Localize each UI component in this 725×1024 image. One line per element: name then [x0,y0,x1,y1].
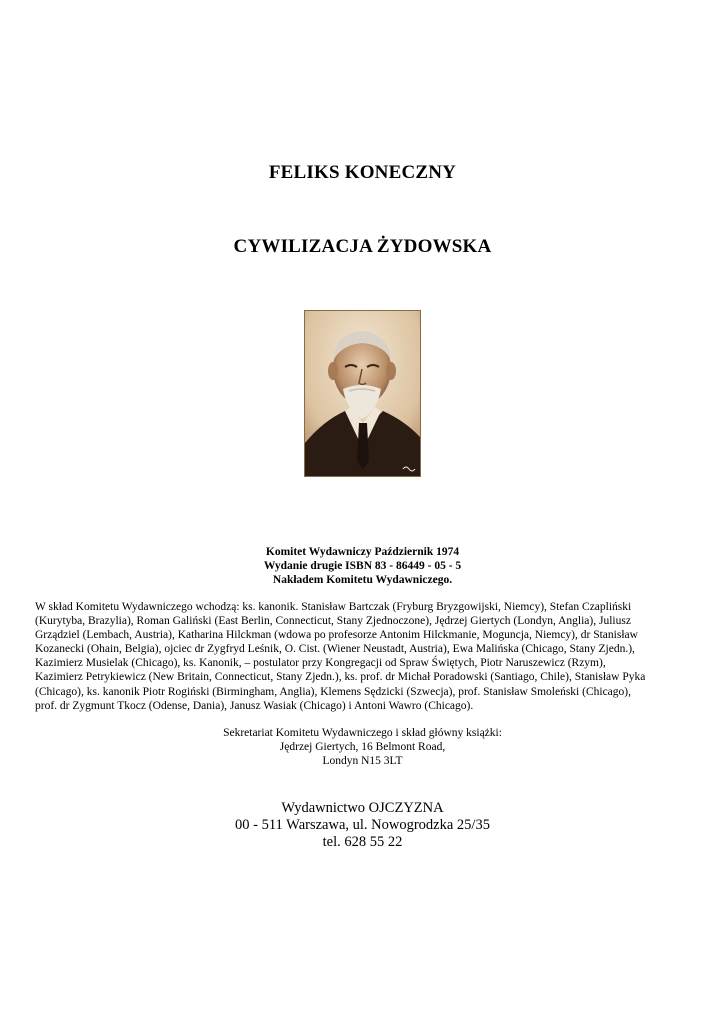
publisher-name: Wydawnictwo OJCZYZNA [281,800,444,816]
book-title: CYWILIZACJA ŻYDOWSKA [233,236,492,257]
secretariat-line: Londyn N15 3LT [322,755,403,767]
secretariat-line: Sekretariat Komitetu Wydawniczego i skład główny książki: [223,727,502,739]
paragraph-line: W skład Komitetu Wydawniczego wchodzą: ks. kanonik. Stanisław Bartczak (Fryburg Bryzgowijski, Niemcy), Stefan Czapliński [35,601,632,613]
paragraph-line: prof. dr Zygmunt Tkocz (Odense, Dania), Janusz Wasiak (Chicago) i Antoni Wawro (Chicago). [35,699,474,712]
publisher-address: 00 - 511 Warszawa, ul. Nowogrodzka 25/35 [235,817,490,833]
author-name: FELIKS KONECZNY [268,162,457,183]
paragraph-line: Kazimierz Petrykiewicz (New Britain, Connecticut, Stany Zjedn.), ks. prof. dr Michał Poradowski (Santiago, Chile), Stanisław Pyka [35,671,646,684]
committee-paragraph [35,600,690,713]
secretariat-line: Jędrzej Giertych, 16 Belmont Road, [279,741,446,753]
imprint-line: Komitet Wydawniczy Październik 1974 [265,546,460,558]
paragraph-line: (Chicago), ks. kanonik Piotr Rogiński (Birmingham, Anglia), Klemens Sędzicki (Szwecja), prof. Stanisław Smoleński (Chicago), [35,685,631,698]
paragraph-line: (Kurytyba, Brazylia), Roman Galiński (East Berlin, Connecticut, Stany Zjednoczone), Jędrzej Giertych (Londyn, Anglia), Juliusz [35,615,631,628]
imprint-line: Nakładem Komitetu Wydawniczego. [272,574,453,586]
publisher-block [0,800,725,851]
paragraph-line: Grządziel (Lembach, Austria), Katharina Hilckman (wdowa po profesorze Antonim Hilckmanie, Moguncja, Niemcy), dr Stanisław [35,629,638,642]
portrait-drawing [305,311,420,476]
secretariat-block [0,726,725,768]
paragraph-line: Kazimierz Musielak (Chicago), ks. Kanonik, – postulator przy Kongregacji od Spraw Świętych, Piotr Naruszewicz (Rzym), [35,657,606,670]
paragraph-line: Kozanecki (Ohain, Belgia), ojciec dr Zygfryd Leśnik, O. Cist. (Wiener Neustadt, Austria), Ewa Malińska (Chicago, Stany Zjedn.), [35,643,635,656]
author-portrait [304,310,421,477]
isbn-line: Wydanie drugie ISBN 83 - 86449 - 05 - 5 [263,560,462,572]
imprint-block [0,545,725,587]
publisher-phone: tel. 628 55 22 [322,834,403,850]
